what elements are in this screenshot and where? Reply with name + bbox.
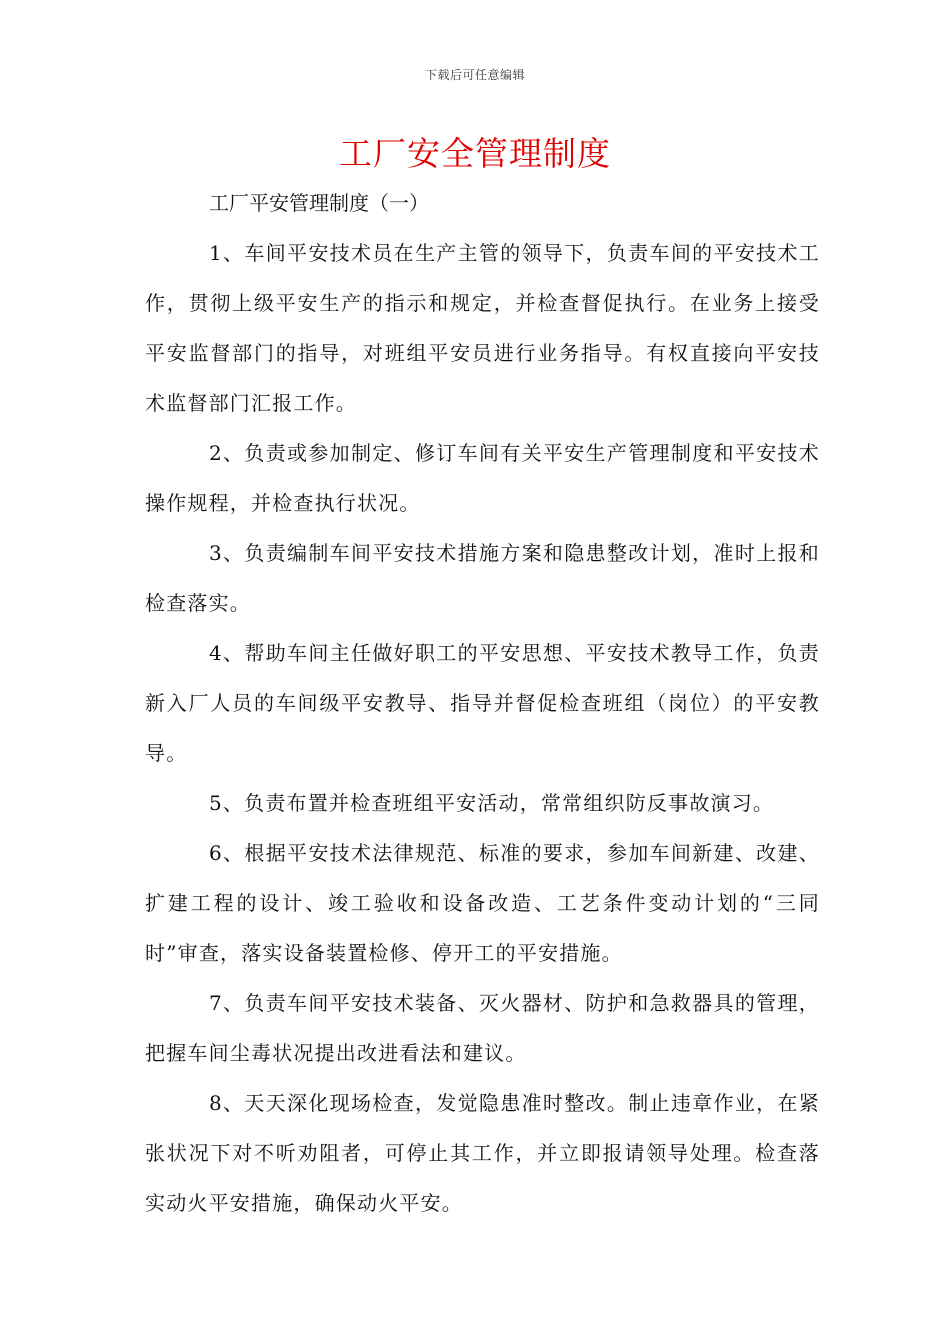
paragraph-8: 8、天天深化现场检查，发觉隐患准时整改。制止违章作业，在紧张状况下对不听劝阻者，可停止其工作，并立即报请领导处理。检查落实动火平安措施，确保动火平安。 bbox=[145, 1091, 820, 1215]
paragraph-6: 6、根据平安技术法律规范、标准的要求，参加车间新建、改建、扩建工程的设计、竣工验收和设备改造、工艺条件变动计划的“三同时”审查，落实设备装置检修、停开工的平安措施。 bbox=[145, 841, 820, 965]
paragraph-5: 5、负责布置并检查班组平安活动，常常组织防反事故演习。 bbox=[209, 791, 775, 815]
paragraph-2: 2、负责或参加制定、修订车间有关平安生产管理制度和平安技术操作规程，并检查执行状况。 bbox=[145, 441, 820, 515]
paragraph-4: 4、帮助车间主任做好职工的平安思想、平安技术教导工作，负责新入厂人员的车间级平安教导、指导并督促检查班组（岗位）的平安教导。 bbox=[145, 641, 820, 765]
document-body bbox=[145, 178, 820, 1228]
document-title: 工厂安全管理制度 bbox=[339, 134, 611, 173]
paragraph-7: 7、负责车间平安技术装备、灭火器材、防护和急救器具的管理，把握车间尘毒状况提出改进看法和建议。 bbox=[145, 991, 820, 1065]
section-subtitle: 工厂平安管理制度（一） bbox=[209, 191, 429, 215]
header-note: 下载后可任意编辑 bbox=[424, 68, 525, 82]
paragraph-3: 3、负责编制车间平安技术措施方案和隐患整改计划，准时上报和检查落实。 bbox=[145, 541, 820, 615]
paragraph-1: 1、车间平安技术员在生产主管的领导下，负责车间的平安技术工作，贯彻上级平安生产的指示和规定，并检查督促执行。在业务上接受平安监督部门的指导，对班组平安员进行业务指导。有权直接向平安技术监督部门汇报工作。 bbox=[145, 241, 820, 415]
